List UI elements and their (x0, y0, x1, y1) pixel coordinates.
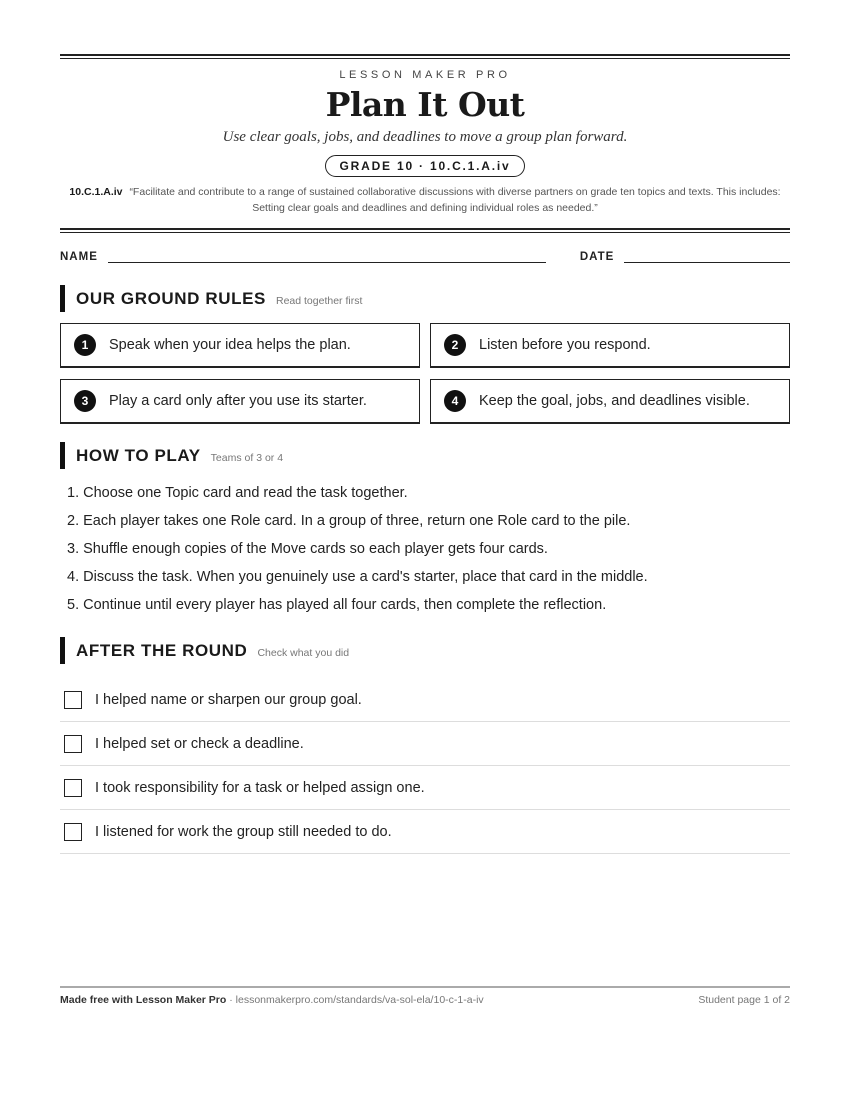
instruction-step: 1. Choose one Topic card and read the task together. (67, 485, 408, 501)
reflection-checklist (60, 678, 790, 854)
section-title: OUR GROUND RULES (76, 288, 266, 308)
checklist-item (60, 766, 790, 810)
header (60, 59, 790, 216)
section-title: HOW TO PLAY (76, 445, 201, 465)
rule-number-badge: 2 (444, 334, 466, 356)
checklist-item (60, 678, 790, 722)
publisher-eyebrow: LESSON MAKER PRO (339, 69, 511, 81)
page-number: Student page 1 of 2 (698, 994, 790, 1006)
checklist-label: I helped set or check a deadline. (95, 735, 304, 752)
standard-text: “Facilitate and contribute to a range of sustained collaborative discussions with diverse partners on grade ten topics and texts. This includes: Setting clear goals and deadlines and defining individual roles as needed.” (129, 186, 781, 214)
section-title: AFTER THE ROUND (76, 640, 248, 660)
rule-number-badge: 4 (444, 390, 466, 412)
page-title: Plan It Out (325, 85, 525, 124)
name-date-row (60, 249, 790, 263)
date-label: DATE (579, 251, 615, 263)
instruction-step: 5. Continue until every player has played all four cards, then complete the reflection. (67, 597, 607, 613)
instruction-step: 3. Shuffle enough copies of the Move cards so each player gets four cards. (67, 541, 548, 557)
name-field[interactable] (108, 249, 546, 263)
checklist-item (60, 810, 790, 854)
checklist-label: I took responsibility for a task or helped assign one. (95, 779, 425, 796)
checklist-item (60, 722, 790, 766)
section-note: Teams of 3 or 4 (210, 451, 284, 464)
standard-description (60, 184, 790, 216)
rule-number-badge: 3 (74, 390, 96, 412)
instruction-step: 4. Discuss the task. When you genuinely use a card's starter, place that card in the middle. (67, 569, 648, 585)
ground-rule-card (60, 379, 420, 424)
checkbox[interactable] (64, 691, 82, 709)
checkbox[interactable] (64, 779, 82, 797)
ground-rule-card (430, 379, 790, 424)
checkbox[interactable] (64, 823, 82, 841)
checklist-label: I helped name or sharpen our group goal. (95, 691, 362, 708)
name-label: NAME (60, 251, 98, 263)
page-subtitle: Use clear goals, jobs, and deadlines to move a group plan forward. (222, 129, 628, 145)
footer-credit (60, 994, 484, 1006)
standard-code: 10.C.1.A.iv (69, 186, 123, 198)
checkbox[interactable] (64, 735, 82, 753)
section-note: Check what you did (257, 646, 350, 659)
instruction-step: 2. Each player takes one Role card. In a group of three, return one Role card to the pile. (67, 513, 631, 529)
ground-rule-card (430, 323, 790, 368)
ground-rule-card (60, 323, 420, 368)
rule-number-badge: 1 (74, 334, 96, 356)
rule-text: Listen before you respond. (479, 337, 651, 353)
date-field[interactable] (624, 249, 790, 263)
instruction-steps (60, 483, 790, 623)
checklist-label: I listened for work the group still needed to do. (95, 823, 392, 840)
rule-text: Speak when your idea helps the plan. (109, 337, 351, 353)
after-round-heading (60, 637, 790, 664)
section-note: Read together first (276, 294, 363, 307)
grade-badge: GRADE 10 · 10.C.1.A.iv (325, 155, 526, 177)
page-footer (60, 986, 790, 1006)
footer-url: · lessonmakerpro.com/standards/va-sol-ela/10-c-1-a-iv (226, 994, 484, 1006)
ground-rules-heading (60, 285, 790, 312)
ground-rules-grid (60, 323, 790, 424)
how-to-play-heading (60, 442, 790, 469)
worksheet (60, 54, 790, 854)
footer-brand: Made free with Lesson Maker Pro (60, 994, 227, 1006)
rule-text: Play a card only after you use its starter. (109, 393, 367, 409)
header-bottom-rule (60, 228, 790, 233)
rule-text: Keep the goal, jobs, and deadlines visible. (479, 393, 750, 409)
